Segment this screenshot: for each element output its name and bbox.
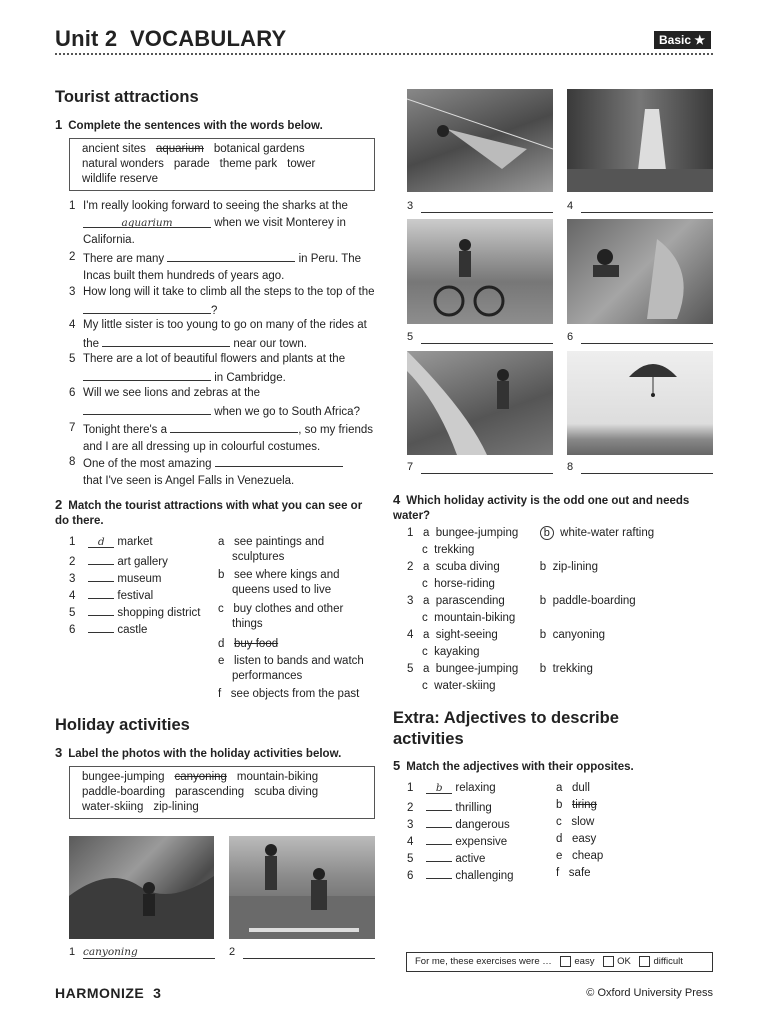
feedback-prompt: For me, these exercises were … bbox=[415, 956, 552, 968]
sentence-text: One of the most amazing bbox=[83, 458, 212, 470]
option-text: see paintings and bbox=[234, 536, 325, 548]
option-letter: c bbox=[556, 816, 562, 828]
sentence-text: when we go to South Africa? bbox=[214, 406, 360, 418]
word: bungee-jumping bbox=[82, 771, 165, 783]
parascending-illustration bbox=[567, 351, 713, 455]
item-number: 5 bbox=[69, 607, 76, 619]
answer-blank[interactable] bbox=[83, 368, 211, 381]
ex5-right-c bbox=[556, 815, 594, 830]
photo-number: 5 bbox=[407, 331, 414, 343]
answer-blank[interactable] bbox=[83, 402, 211, 415]
ex2-number: 2 bbox=[55, 497, 63, 512]
ex3-instruction bbox=[55, 745, 341, 762]
ex5-right-b bbox=[556, 798, 597, 813]
option-letter: e bbox=[218, 655, 225, 667]
item-number: 4 bbox=[407, 629, 414, 641]
ex4-number: 4 bbox=[393, 492, 401, 507]
ex4-item-4: 4 a sight-seeing b canyoning c kayaking bbox=[407, 629, 606, 658]
ex2-left-4 bbox=[69, 586, 153, 604]
ex1-word-box bbox=[69, 138, 375, 191]
ex2-left-3 bbox=[69, 569, 162, 587]
item-number: 5 bbox=[407, 853, 414, 865]
sentence-number: 5 bbox=[69, 353, 76, 365]
option-a[interactable]: bungee-jumping bbox=[435, 527, 519, 539]
photo-waterfall bbox=[567, 89, 713, 192]
word: mountain-biking bbox=[236, 771, 319, 783]
item-number: 3 bbox=[407, 819, 414, 831]
item-text: relaxing bbox=[455, 782, 496, 794]
ex5-left-5 bbox=[407, 849, 485, 867]
option-text: slow bbox=[571, 816, 595, 828]
option-text-used: tiring bbox=[572, 799, 597, 811]
word: theme park bbox=[219, 158, 278, 170]
sentence-text: , so my friends and I are all dressing up in colourful costumes. bbox=[83, 424, 374, 453]
answer-blank[interactable] bbox=[581, 461, 713, 474]
ex5-right-e bbox=[556, 849, 603, 864]
word: natural wonders bbox=[82, 158, 164, 170]
photo-label-7 bbox=[407, 461, 555, 473]
item-number: 2 bbox=[69, 556, 76, 568]
ex2-instruction bbox=[55, 497, 375, 529]
ex5-left-4 bbox=[407, 832, 507, 850]
photo-number: 7 bbox=[407, 461, 414, 473]
ex5-left-1 bbox=[407, 781, 496, 796]
ex4-item-3: 3 a parascending b paddle-boarding c mountain-biking bbox=[407, 595, 636, 624]
sentence-number: 3 bbox=[69, 286, 76, 298]
option-letter: d bbox=[556, 833, 563, 845]
answer-blank[interactable] bbox=[581, 331, 713, 344]
option-b[interactable]: zip-lining bbox=[552, 561, 598, 573]
ex5-left-2 bbox=[407, 798, 492, 816]
brand-level: 3 bbox=[153, 985, 162, 1001]
sentence-number: 6 bbox=[69, 387, 76, 399]
option-c[interactable]: kayaking bbox=[434, 646, 480, 658]
item-text: castle bbox=[117, 624, 148, 636]
option-a[interactable]: scuba diving bbox=[435, 561, 500, 573]
item-number: 3 bbox=[69, 573, 76, 585]
answer-blank[interactable] bbox=[426, 832, 452, 845]
sentence-text: Tonight there's a bbox=[83, 424, 168, 436]
checkbox-easy[interactable] bbox=[560, 956, 571, 967]
sentence-text: There are a lot of beautiful flowers and plants at the bbox=[83, 353, 346, 365]
section-tourist-attractions: Tourist attractions bbox=[55, 88, 199, 106]
photo-label-8 bbox=[567, 461, 715, 473]
canyoning-illustration bbox=[69, 836, 214, 939]
answer-blank[interactable] bbox=[421, 461, 553, 474]
photo-label-5 bbox=[407, 331, 555, 343]
ex5-right-f bbox=[556, 866, 591, 881]
badge-label: Basic bbox=[659, 33, 692, 47]
ex3-number: 3 bbox=[55, 745, 63, 760]
item-number: 2 bbox=[407, 802, 414, 814]
option-b[interactable]: trekking bbox=[552, 663, 593, 675]
option-letter: e bbox=[556, 850, 563, 862]
ex5-left-3 bbox=[407, 815, 510, 833]
level-badge bbox=[654, 31, 711, 49]
sentence-number: 8 bbox=[69, 456, 76, 468]
photo-paddle-boarding bbox=[229, 836, 375, 939]
ex1-number: 1 bbox=[55, 117, 63, 132]
section-title-line: Extra: Adjectives to describe bbox=[393, 709, 619, 727]
option-text: see where kings and bbox=[234, 569, 340, 581]
ex3-word-box bbox=[69, 766, 375, 819]
answer-blank[interactable] bbox=[426, 849, 452, 862]
photo-number: 3 bbox=[407, 200, 414, 212]
paddle-boarding-illustration bbox=[229, 836, 375, 939]
option-text-used: buy food bbox=[234, 638, 279, 650]
answer-blank[interactable] bbox=[581, 200, 713, 213]
answer-blank[interactable] bbox=[88, 569, 114, 582]
item-number: 3 bbox=[407, 595, 414, 607]
photo-number: 2 bbox=[229, 946, 236, 958]
feedback-box bbox=[406, 952, 713, 972]
ex2-right-d bbox=[218, 637, 278, 652]
section-extra-adjectives bbox=[393, 708, 619, 750]
item-text: active bbox=[455, 853, 486, 865]
sentence-text: when we visit Monterey in California. bbox=[83, 217, 346, 246]
option-b[interactable]: white-water rafting bbox=[560, 527, 655, 539]
item-number: 2 bbox=[407, 561, 414, 573]
brand-name: HARMONIZE bbox=[55, 985, 145, 1001]
ex5-right-a bbox=[556, 781, 590, 796]
option-b[interactable]: canyoning bbox=[552, 629, 606, 641]
option-text: safe bbox=[568, 867, 591, 879]
answer-blank[interactable] bbox=[426, 815, 452, 828]
checkbox-ok[interactable] bbox=[603, 956, 614, 967]
item-text: challenging bbox=[455, 870, 514, 882]
star-icon: ★ bbox=[694, 33, 706, 47]
photo-number: 1 bbox=[69, 946, 76, 958]
item-text: art gallery bbox=[117, 556, 168, 568]
ex3-instruction-text: Label the photos with the holiday activities below. bbox=[68, 748, 342, 760]
sentence-number: 1 bbox=[69, 200, 76, 212]
option-text: listen to bands and watch bbox=[234, 655, 364, 667]
sentence-text: in Cambridge. bbox=[214, 372, 286, 384]
option-letter: b bbox=[556, 799, 563, 811]
ex2-left-2 bbox=[69, 552, 168, 570]
ex5-instruction bbox=[393, 758, 634, 775]
item-number: 5 bbox=[407, 663, 414, 675]
ex2-right-c bbox=[218, 602, 343, 632]
answer-blank[interactable] bbox=[243, 946, 375, 959]
ex2-right-f bbox=[218, 687, 359, 702]
answer-blank[interactable] bbox=[421, 331, 553, 344]
ex4-instruction-text: Which holiday activity is the odd one out and needs water? bbox=[393, 495, 690, 522]
option-letter: a bbox=[556, 782, 563, 794]
word: wildlife reserve bbox=[82, 173, 159, 185]
sentence-text: I'm really looking forward to seeing the sharks at the bbox=[83, 200, 348, 212]
answer-blank[interactable]: b bbox=[426, 781, 452, 794]
photo-number: 6 bbox=[567, 331, 574, 343]
option-text: queens used to live bbox=[232, 584, 332, 596]
photo-parascending bbox=[567, 351, 713, 455]
option-a[interactable]: parascending bbox=[435, 595, 505, 607]
zip-lining-illustration bbox=[407, 89, 553, 192]
photo-water-skiing bbox=[407, 351, 553, 455]
option-text: cheap bbox=[572, 850, 604, 862]
photo-number: 4 bbox=[567, 200, 574, 212]
footer-copyright: © Oxford University Press bbox=[586, 987, 713, 999]
photo-zip-lining bbox=[407, 89, 553, 192]
option-letter: f bbox=[218, 688, 222, 700]
option-c[interactable]: trekking bbox=[434, 544, 475, 556]
sentence-text: that I've seen is Angel Falls in Venezuela. bbox=[83, 475, 295, 487]
option-label: difficult bbox=[653, 956, 683, 968]
answer-blank[interactable] bbox=[88, 620, 114, 633]
sentence-text: How long will it take to climb all the steps to the top of the bbox=[83, 286, 375, 298]
item-number: 4 bbox=[407, 836, 414, 848]
photo-mountain-biking bbox=[407, 219, 553, 324]
unit-title bbox=[55, 26, 286, 52]
ex2-right-b bbox=[218, 568, 339, 598]
sentence-number: 4 bbox=[69, 319, 76, 331]
word-used: aquarium bbox=[155, 143, 204, 155]
word: paddle-boarding bbox=[82, 786, 166, 798]
item-text: shopping district bbox=[117, 607, 201, 619]
option-letter: c bbox=[218, 603, 224, 615]
header-divider bbox=[55, 53, 713, 55]
option-letter: f bbox=[556, 867, 560, 879]
ex1-instruction-text: Complete the sentences with the words below. bbox=[68, 120, 323, 132]
ex5-instruction-text: Match the adjectives with their opposites. bbox=[406, 761, 634, 773]
ex2-left-6 bbox=[69, 620, 147, 638]
sentence-text: My little sister is too young to go on many of the rides at the bbox=[83, 319, 367, 350]
option-text: things bbox=[232, 618, 263, 630]
option-label: OK bbox=[617, 956, 631, 968]
answer-blank[interactable] bbox=[83, 301, 211, 314]
section-holiday-activities: Holiday activities bbox=[55, 716, 190, 734]
answer-blank[interactable] bbox=[170, 420, 298, 433]
unit-number: Unit 2 bbox=[55, 26, 118, 51]
mountain-biking-illustration bbox=[407, 219, 553, 324]
sentence-number: 7 bbox=[69, 422, 76, 434]
answer-blank[interactable] bbox=[88, 603, 114, 616]
option-text: performances bbox=[232, 670, 303, 682]
ex2-right-a bbox=[218, 535, 324, 565]
item-number: 6 bbox=[407, 870, 414, 882]
item-number: 1 bbox=[407, 782, 414, 794]
sentence-text: in Peru. The Incas built them hundreds of years ago. bbox=[83, 253, 362, 282]
option-a[interactable]: sight-seeing bbox=[435, 629, 498, 641]
ex4-item-1: 1 a bungee-jumping b white-water rafting c trekking bbox=[407, 527, 655, 556]
option-letter: b bbox=[218, 569, 225, 581]
option-letter: d bbox=[218, 638, 225, 650]
sentence-text: ? bbox=[211, 305, 218, 317]
option-label: easy bbox=[574, 956, 595, 968]
footer-brand bbox=[55, 985, 161, 1001]
photo-label-2 bbox=[229, 946, 377, 958]
ex4-item-5: 5 a bungee-jumping b trekking c water-skiing bbox=[407, 663, 593, 692]
word: tower bbox=[287, 158, 316, 170]
option-c[interactable]: water-skiing bbox=[434, 680, 496, 692]
item-text: museum bbox=[117, 573, 162, 585]
item-text: dangerous bbox=[455, 819, 510, 831]
word: zip-lining bbox=[153, 801, 199, 813]
word: ancient sites bbox=[82, 143, 146, 155]
item-number: 6 bbox=[69, 624, 76, 636]
ex2-right-e bbox=[218, 654, 364, 684]
answer-blank[interactable] bbox=[102, 334, 230, 347]
answer-blank[interactable] bbox=[421, 200, 553, 213]
answer-blank[interactable] bbox=[426, 866, 452, 879]
word: parascending bbox=[175, 786, 245, 798]
option-text: sculptures bbox=[232, 551, 285, 563]
photo-canyoning bbox=[69, 836, 214, 939]
ex1-instruction bbox=[55, 117, 323, 134]
ex5-number: 5 bbox=[393, 758, 401, 773]
option-text: dull bbox=[572, 782, 590, 794]
answer-blank[interactable] bbox=[167, 249, 295, 262]
option-text: buy clothes and other bbox=[233, 603, 344, 615]
photo-label-1 bbox=[69, 946, 217, 958]
word-used: canyoning bbox=[174, 771, 227, 783]
ex5-left-6 bbox=[407, 866, 514, 884]
word: water-skiing bbox=[82, 801, 144, 813]
item-number: 1 bbox=[69, 536, 76, 548]
page-title: VOCABULARY bbox=[129, 26, 287, 51]
word: botanical gardens bbox=[213, 143, 305, 155]
item-number: 1 bbox=[407, 527, 414, 539]
option-text: easy bbox=[572, 833, 597, 845]
sentence-number: 2 bbox=[69, 251, 76, 263]
scuba-diving-illustration bbox=[567, 219, 713, 324]
photo-label-4 bbox=[567, 200, 715, 212]
photo-scuba-diving bbox=[567, 219, 713, 324]
ex2-instruction-text: Match the tourist attractions with what you can see or do there. bbox=[55, 500, 363, 527]
option-c[interactable]: mountain-biking bbox=[434, 612, 516, 624]
option-c[interactable]: horse-riding bbox=[434, 578, 495, 590]
ex5-right-d bbox=[556, 832, 596, 847]
option-b[interactable]: paddle-boarding bbox=[552, 595, 636, 607]
item-text: festival bbox=[117, 590, 154, 602]
sentence-text: Will we see lions and zebras at the bbox=[83, 387, 261, 399]
option-letter: a bbox=[218, 536, 225, 548]
answer-blank[interactable] bbox=[426, 798, 452, 811]
waterfall-illustration bbox=[567, 89, 713, 192]
answer-blank[interactable]: canyoning bbox=[83, 946, 215, 959]
ex4-instruction bbox=[393, 492, 713, 524]
answer-blank[interactable] bbox=[88, 586, 114, 599]
item-text: thrilling bbox=[455, 802, 492, 814]
checkbox-difficult[interactable] bbox=[639, 956, 650, 967]
option-text: see objects from the past bbox=[230, 688, 360, 700]
photo-label-3 bbox=[407, 200, 555, 212]
answer-blank[interactable] bbox=[88, 552, 114, 565]
answer-blank[interactable]: d bbox=[88, 535, 114, 548]
word: parade bbox=[173, 158, 210, 170]
section-title-line: activities bbox=[393, 730, 464, 748]
water-skiing-illustration bbox=[407, 351, 553, 455]
item-text: expensive bbox=[455, 836, 508, 848]
circled-answer: b bbox=[540, 526, 554, 540]
photo-label-6 bbox=[567, 331, 715, 343]
item-number: 4 bbox=[69, 590, 76, 602]
sentence-text: There are many bbox=[83, 253, 165, 265]
answer-blank[interactable] bbox=[215, 454, 343, 467]
sentence-text: near our town. bbox=[233, 338, 307, 350]
word: scuba diving bbox=[254, 786, 319, 798]
option-a[interactable]: bungee-jumping bbox=[435, 663, 519, 675]
photo-number: 8 bbox=[567, 461, 574, 473]
item-text: market bbox=[117, 536, 153, 548]
ex4-item-2: 2 a scuba diving b zip-lining c horse-riding bbox=[407, 561, 598, 590]
ex2-left-5 bbox=[69, 603, 201, 621]
ex2-left-1 bbox=[69, 535, 153, 550]
answer-blank[interactable]: aquarium bbox=[83, 215, 211, 228]
